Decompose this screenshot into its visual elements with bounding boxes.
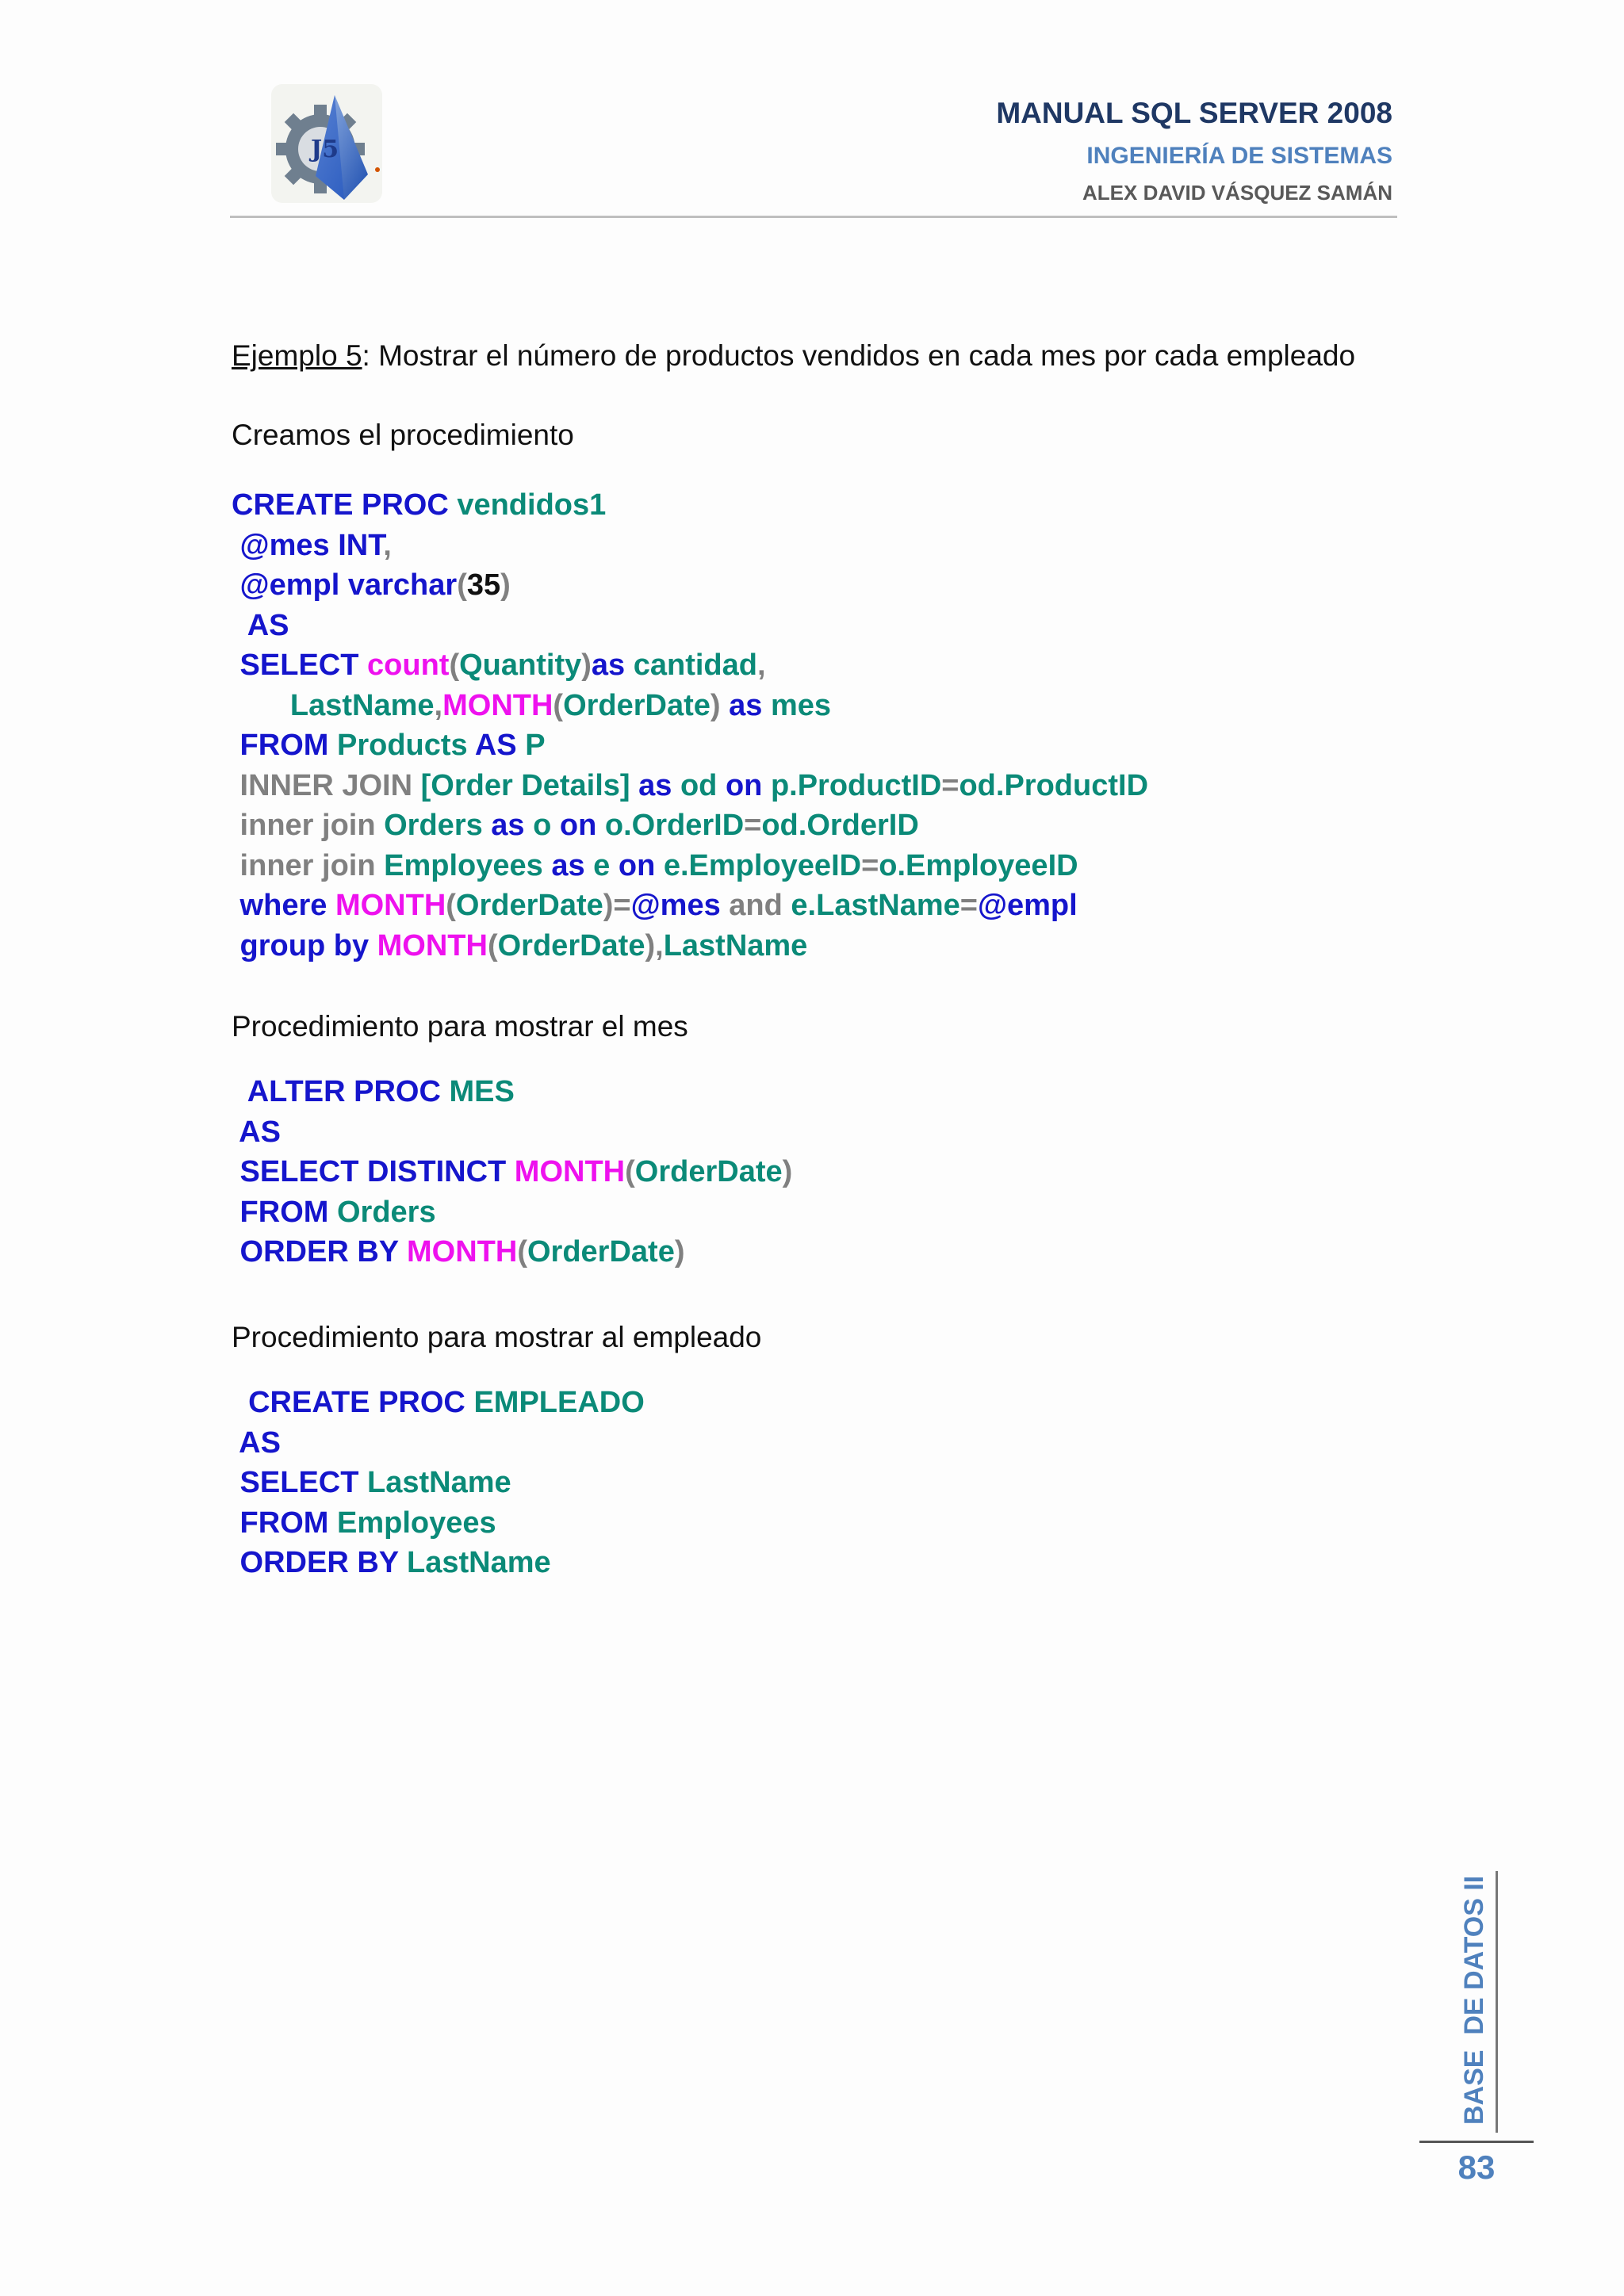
code-token: as <box>551 848 594 882</box>
code-token: = <box>941 768 959 802</box>
code-token: INNER JOIN <box>232 768 421 802</box>
code-token: ( <box>449 649 460 682</box>
example-label: Ejemplo 5 <box>232 339 362 372</box>
code-token: ) <box>674 1235 685 1269</box>
code-token: MONTH <box>377 928 488 962</box>
code-line <box>232 846 1148 886</box>
code-token: AS <box>232 1425 281 1460</box>
code-token: e <box>593 848 619 882</box>
code-token: where <box>232 889 335 922</box>
code-token: on <box>559 809 605 842</box>
code-token: od <box>680 768 726 802</box>
side-divider <box>1496 1871 1498 2133</box>
header-author: ALEX DAVID VÁSQUEZ SAMÁN <box>1082 181 1392 205</box>
code-token: MES <box>449 1075 515 1108</box>
code-block-empleado <box>232 1383 645 1583</box>
code-line <box>232 1463 645 1503</box>
code-token: od.ProductID <box>959 768 1149 802</box>
code-token: Employees <box>336 1506 496 1540</box>
code-token: ) <box>581 649 592 682</box>
code-token: = <box>861 848 879 882</box>
code-token: Products <box>336 729 475 762</box>
code-token: ( <box>517 1235 527 1269</box>
code-token: group by <box>232 928 377 962</box>
code-token: [Order Details] <box>420 768 639 802</box>
code-token: ( <box>487 928 498 962</box>
code-token: LastName <box>232 688 435 722</box>
section-mes-heading: Procedimiento para mostrar el mes <box>232 1010 688 1043</box>
code-line <box>232 886 1148 926</box>
code-line <box>232 1543 645 1583</box>
code-token: @empl <box>977 889 1078 922</box>
code-token: ) <box>500 568 511 602</box>
code-token: FROM <box>232 1506 337 1540</box>
code-token: mes <box>770 688 832 722</box>
code-token: e.EmployeeID <box>663 848 862 882</box>
code-token: inner join <box>232 809 385 842</box>
code-block-mes <box>232 1072 792 1272</box>
code-line <box>232 1152 792 1192</box>
code-token: SELECT <box>232 1466 368 1499</box>
code-token: on <box>725 768 771 802</box>
code-token: p.ProductID <box>770 768 942 802</box>
code-token: EMPLEADO <box>473 1386 645 1419</box>
code-token: OrderDate <box>497 928 645 962</box>
code-token: ( <box>625 1155 635 1188</box>
code-token: as <box>491 809 534 842</box>
university-logo-icon <box>268 81 385 208</box>
code-token: @empl varchar <box>232 568 458 602</box>
example-heading <box>232 339 1355 373</box>
code-line <box>232 606 1148 646</box>
code-token: as <box>720 688 771 722</box>
code-token: on <box>618 848 664 882</box>
side-course-label: BASE DE DATOS II <box>1459 1875 1489 2125</box>
code-token: ) <box>710 688 721 722</box>
code-line <box>232 526 1148 566</box>
code-token: , <box>434 688 443 722</box>
code-line <box>232 806 1148 846</box>
code-token: AS <box>474 729 526 762</box>
code-token: cantidad <box>633 649 757 682</box>
code-token: ORDER BY <box>232 1235 408 1269</box>
code-token: Orders <box>336 1195 436 1229</box>
code-token: FROM <box>232 1195 337 1229</box>
code-token: Quantity <box>459 649 582 682</box>
svg-text:J5: J5 <box>311 136 339 163</box>
code-token: @mes <box>630 889 730 922</box>
code-token: ( <box>457 568 467 602</box>
code-token: o <box>533 809 560 842</box>
page-number: 83 <box>1457 2149 1496 2186</box>
code-token: ORDER BY <box>232 1546 408 1579</box>
code-token: OrderDate <box>455 889 603 922</box>
code-token: ) <box>782 1155 793 1188</box>
code-token: MONTH <box>442 688 553 722</box>
code-token: count <box>367 649 450 682</box>
footer-divider <box>1419 2141 1534 2143</box>
code-token: od.OrderID <box>761 809 919 842</box>
header-divider <box>230 216 1397 218</box>
code-token: e.LastName <box>791 889 960 922</box>
code-line <box>232 1072 792 1112</box>
header-subtitle: INGENIERÍA DE SISTEMAS <box>1086 143 1392 169</box>
code-token: MONTH <box>335 889 446 922</box>
code-token: and <box>729 889 791 922</box>
code-line <box>232 766 1148 806</box>
code-token: as <box>591 649 634 682</box>
code-token: , <box>756 649 766 682</box>
code-token: OrderDate <box>634 1155 783 1188</box>
intro-paragraph: Creamos el procedimiento <box>232 419 574 451</box>
code-token: as <box>638 768 680 802</box>
code-token: 35 <box>466 568 501 602</box>
code-line <box>232 725 1148 766</box>
code-token: SELECT DISTINCT <box>232 1155 515 1188</box>
code-token: o.EmployeeID <box>879 848 1078 882</box>
section-empleado-heading: Procedimiento para mostrar al empleado <box>232 1321 762 1353</box>
code-token: CREATE PROC <box>232 1386 474 1419</box>
code-token: LastName <box>663 928 808 962</box>
code-line <box>232 1423 645 1464</box>
code-token: P <box>525 729 546 762</box>
code-token: LastName <box>407 1546 551 1579</box>
code-token: = <box>959 889 978 922</box>
code-line <box>232 1232 792 1272</box>
code-token: FROM <box>232 729 337 762</box>
code-block-vendidos <box>232 485 1148 966</box>
code-line <box>232 1503 645 1544</box>
code-line <box>232 1112 792 1153</box>
code-token: ), <box>645 928 664 962</box>
code-token: CREATE PROC <box>232 488 458 522</box>
code-token: Employees <box>384 848 552 882</box>
code-token: inner join <box>232 848 385 882</box>
code-token: ALTER PROC <box>232 1075 450 1108</box>
code-token: OrderDate <box>527 1235 675 1269</box>
code-token: LastName <box>367 1466 511 1499</box>
code-token: = <box>744 809 762 842</box>
code-token: ( <box>553 688 564 722</box>
code-token: ( <box>446 889 456 922</box>
code-line <box>232 686 1148 726</box>
example-description: : Mostrar el número de productos vendidos en cada mes por cada empleado <box>362 339 1356 372</box>
code-line <box>232 1192 792 1233</box>
code-token: MONTH <box>514 1155 626 1188</box>
code-token: AS <box>232 1115 281 1149</box>
code-token: OrderDate <box>563 688 710 722</box>
code-token: SELECT <box>232 649 368 682</box>
code-line <box>232 565 1148 606</box>
code-token: o.OrderID <box>604 809 745 842</box>
code-token: vendidos1 <box>457 488 607 522</box>
code-line <box>232 1383 645 1423</box>
code-token: )= <box>603 889 631 922</box>
manual-title: MANUAL SQL SERVER 2008 <box>996 97 1392 129</box>
code-token: Orders <box>384 809 492 842</box>
code-line <box>232 926 1148 966</box>
code-token: , <box>383 528 392 562</box>
code-token: AS <box>232 608 289 642</box>
code-line <box>232 645 1148 686</box>
code-token: @mes INT <box>232 528 384 562</box>
code-line <box>232 485 1148 526</box>
code-token: MONTH <box>407 1235 518 1269</box>
